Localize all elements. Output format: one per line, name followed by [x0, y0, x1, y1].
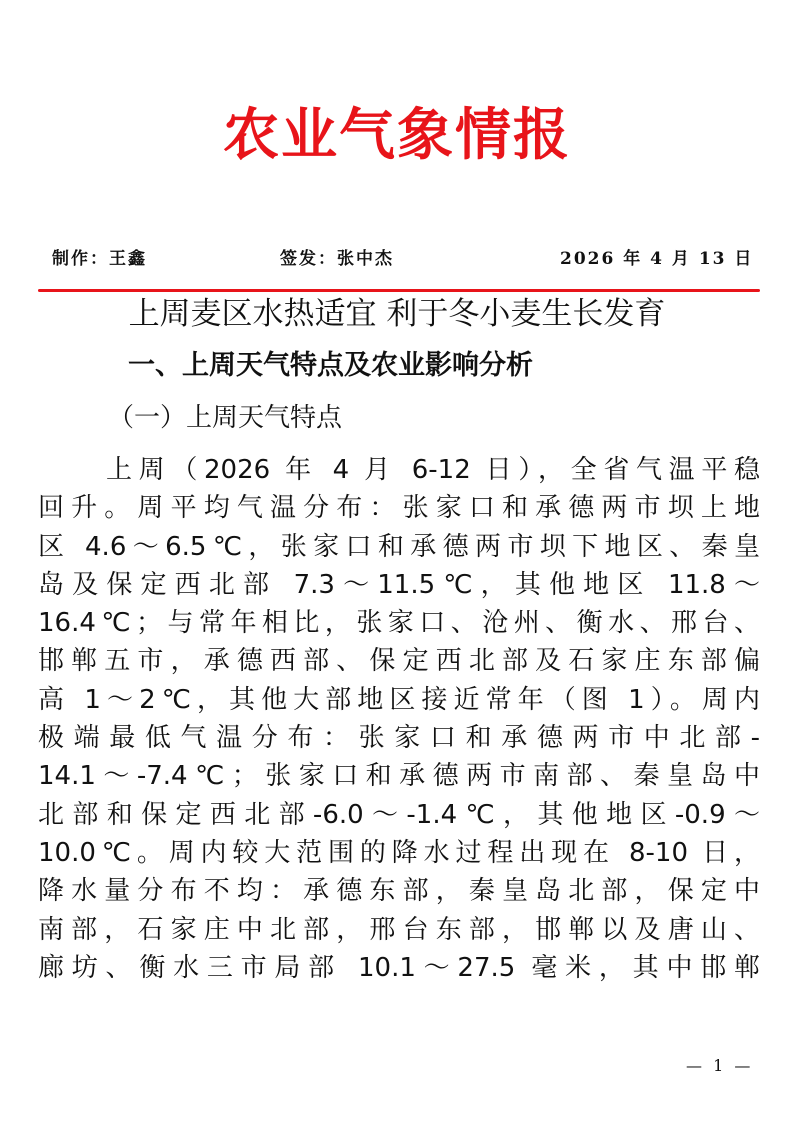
body-line: 廊坊、衡水三市局部 10.1～27.5 毫米，其中邯郸	[38, 952, 760, 983]
body-line: 16.4℃；与常年相比，张家口、沧州、衡水、邢台、	[38, 608, 760, 639]
body-line: 北部和保定西北部-6.0～-1.4℃，其他地区-0.9～	[38, 799, 760, 830]
body-line: 14.1～-7.4℃；张家口和承德两市南部、秦皇岛中	[38, 761, 760, 792]
issue-date: 2026 年 4 月 13 日	[560, 249, 754, 269]
page-number: — 1 —	[686, 1056, 754, 1075]
document-title: 农业气象情报	[223, 103, 571, 168]
body-line: 上周（2026 年 4 月 6-12 日），全省气温平稳	[106, 455, 760, 485]
body-line: 回升。周平均气温分布：张家口和承德两市坝上地	[38, 493, 760, 524]
body-line: 南部，石家庄中北部，邢台东部，邯郸以及唐山、	[38, 914, 760, 945]
body-line: 高 1～2℃，其他大部地区接近常年（图 1）。周内	[38, 684, 760, 715]
body-line: 区 4.6～6.5℃，张家口和承德两市坝下地区、秦皇	[38, 531, 760, 562]
body-paragraph	[38, 451, 760, 987]
author-label: 制作：王鑫	[52, 249, 147, 269]
body-line: 10.0℃。周内较大范围的降水过程出现在 8-10 日，	[38, 837, 760, 868]
signer-label: 签发：张中杰	[280, 249, 394, 269]
body-line: 极端最低气温分布：张家口和承德两市中北部-	[38, 723, 760, 754]
body-line: 岛及保定西北部 7.3～11.5℃，其他地区 11.8～	[38, 569, 760, 600]
body-line: 降水量分布不均：承德东部，秦皇岛北部，保定中	[38, 876, 760, 907]
section-heading: 一、上周天气特点及农业影响分析	[128, 350, 533, 381]
body-line: 邯郸五市，承德西部、保定西北部及石家庄东部偏	[38, 646, 760, 677]
headline: 上周麦区水热适宜 利于冬小麦生长发育	[128, 296, 666, 332]
sub-heading: （一）上周天气特点	[108, 403, 343, 433]
